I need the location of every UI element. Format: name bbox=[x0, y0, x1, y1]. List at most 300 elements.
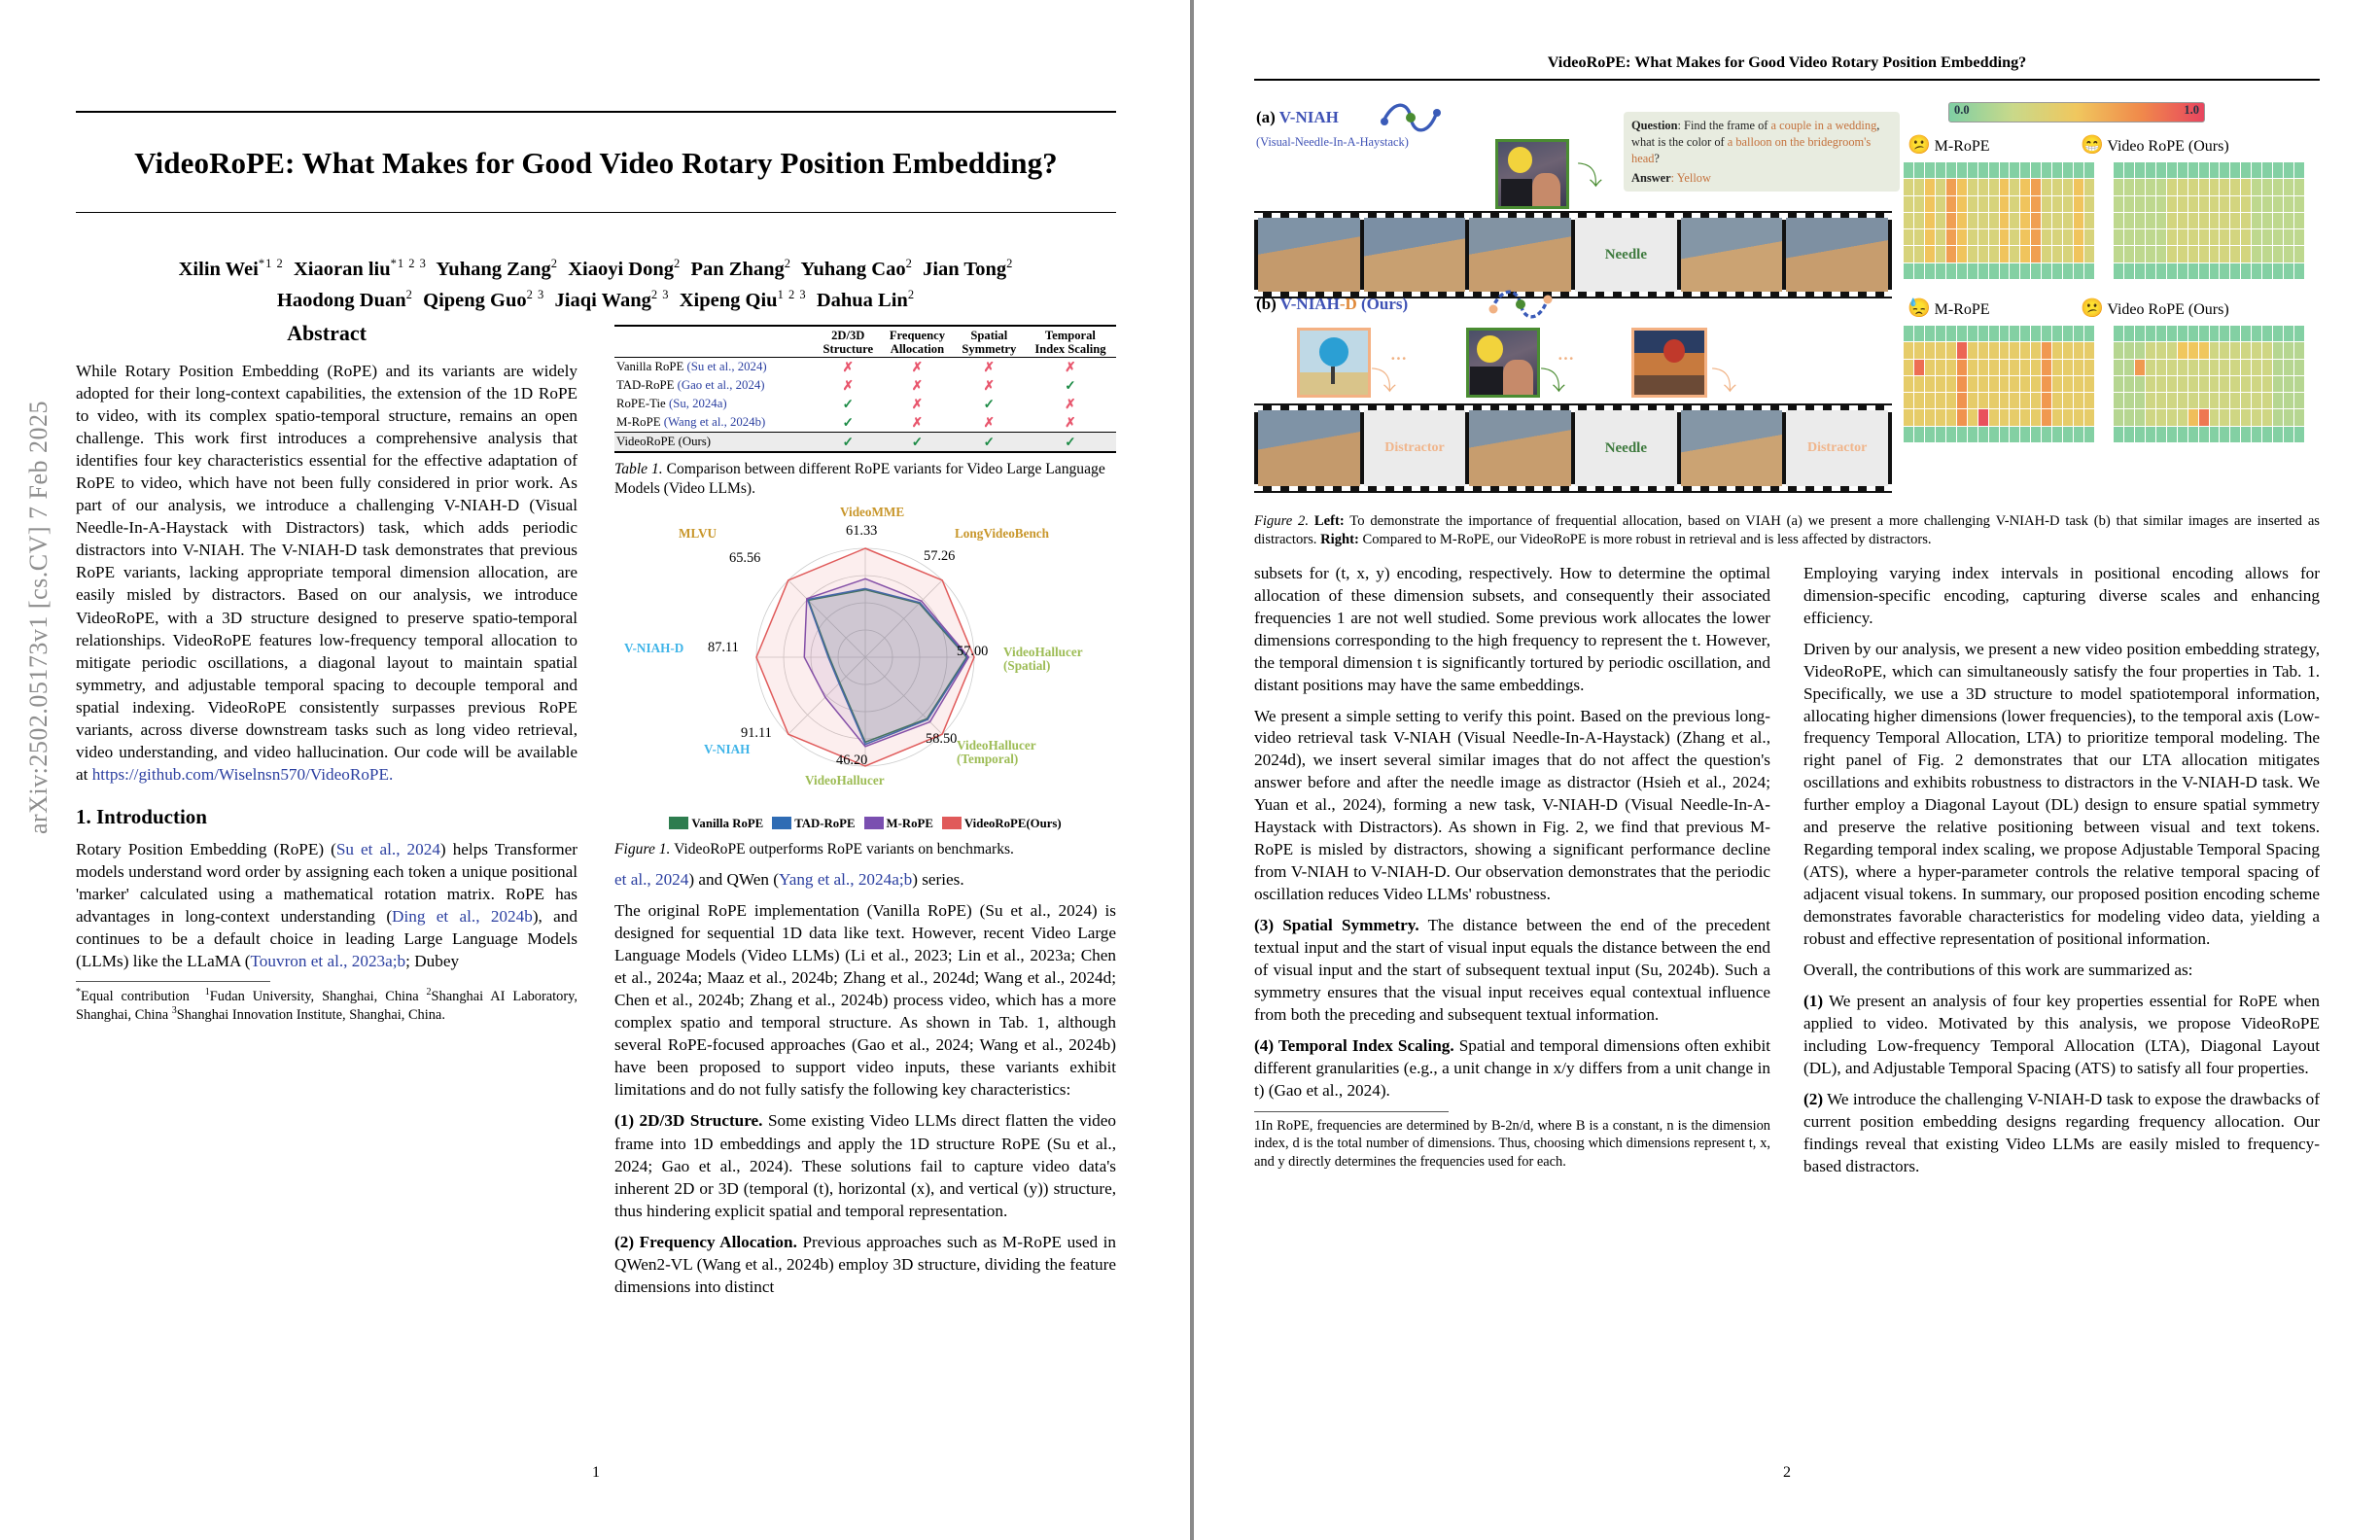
radar-axis-label: V-NIAH bbox=[704, 741, 751, 756]
heatmap-cell bbox=[2294, 326, 2304, 341]
heatmap-cell bbox=[2199, 196, 2209, 212]
heatmap-cell bbox=[2135, 342, 2145, 358]
heatmap-cell bbox=[2273, 196, 2283, 212]
table-cell: ✗ bbox=[983, 414, 995, 430]
authors-line-1: Xilin Wei$^{*1 2}$ Xiaoran liu$^{*1 2 3}$ Yuhang Zang$^2$ Xiaoyi Dong$^2$ Pan Zhang$^2$ Yuhang Cao$^2$ Jian Tong$^2$ bbox=[178, 257, 1014, 280]
heatmap-cell bbox=[2188, 360, 2198, 375]
heatmap-a-mrope bbox=[1904, 162, 2094, 279]
heatmap-cell bbox=[1968, 229, 1978, 245]
heatmap-cell bbox=[2262, 427, 2272, 442]
table-row-ours bbox=[614, 433, 1116, 453]
heatmap-cell bbox=[2031, 229, 2041, 245]
table-row-label: VideoRoPE (Ours) bbox=[616, 435, 711, 449]
figure2-b-label bbox=[1256, 295, 1408, 314]
heatmap-cell bbox=[2294, 196, 2304, 212]
heatmap-cell bbox=[2084, 427, 2094, 442]
table-bottom-rule bbox=[614, 452, 1116, 453]
heatmap-cell bbox=[2167, 246, 2177, 262]
radar-axis-label: MLVU bbox=[679, 525, 718, 541]
r-col2-p1: Employing varying index intervals in positional encoding allows for dimension-specific encoding, capturing diverse scales and enhancing efficiency. bbox=[1803, 563, 2320, 627]
heatmap-cell bbox=[2178, 229, 2188, 245]
r-col2-p4-body: We present an analysis of four key properties essential for RoPE when applied to video. Motivated by this analysis, we propose VideoRoPE including Low-frequency Temporal Allocation (LTA), Diagonal Layout (DL), and Adjustable Temporal Spacing (ATS) to satisfy all four properties. bbox=[1803, 991, 2320, 1077]
table-cell: ✗ bbox=[1065, 359, 1076, 374]
heatmap-cell bbox=[2124, 393, 2134, 408]
heatmap-cell bbox=[2031, 360, 2041, 375]
heatmap-cell bbox=[1978, 326, 1988, 341]
heatmap-b-right-title bbox=[2081, 297, 2229, 320]
heatmap-cell bbox=[2146, 246, 2155, 262]
heatmap-cell bbox=[1978, 229, 1988, 245]
heatmap-cell bbox=[2146, 213, 2155, 228]
heatmap-cell bbox=[2063, 326, 2073, 341]
heatmap-cell bbox=[2167, 360, 2177, 375]
cite-yang-2024[interactable]: Yang et al., 2024a;b bbox=[779, 869, 913, 889]
heatmap-cell bbox=[1914, 229, 1924, 245]
heatmap-cell bbox=[2252, 246, 2261, 262]
heatmap-cell bbox=[2220, 179, 2229, 194]
right-page-content bbox=[1254, 0, 2320, 1540]
heatmap-cell bbox=[2000, 427, 2010, 442]
heatmap-cell bbox=[1968, 376, 1978, 392]
running-head: VideoRoPE: What Makes for Good Video Rotary Position Embedding? bbox=[1547, 53, 2027, 71]
col2-line1: Spatial bbox=[970, 328, 1008, 342]
heatmap-cell bbox=[2031, 409, 2041, 425]
heatmap-cell bbox=[2000, 179, 2010, 194]
heatmap-cell bbox=[2220, 196, 2229, 212]
heatmap-cell bbox=[1946, 342, 1956, 358]
heatmap-cell bbox=[2042, 393, 2051, 408]
citation-su-2024[interactable]: Su et al., 2024 bbox=[335, 839, 440, 858]
page-right bbox=[1194, 0, 2380, 1540]
orange-arrow-1: ⤵ bbox=[1371, 368, 1397, 396]
heatmap-cell bbox=[2294, 376, 2304, 392]
heatmap-cell bbox=[2156, 376, 2166, 392]
heatmap-cell bbox=[2074, 246, 2083, 262]
heatmap-cell bbox=[1904, 376, 1913, 392]
radar-axis-value: 87.11 bbox=[708, 639, 739, 655]
abstract-url[interactable]: https://github.com/Wiselnsn570/VideoRoPE. bbox=[91, 764, 394, 784]
heatmap-cell bbox=[2210, 409, 2220, 425]
right-column-1 bbox=[1254, 563, 1770, 1187]
figure-1-radar-chart bbox=[614, 504, 1116, 819]
heatmap-cell bbox=[2000, 263, 2010, 279]
heatmap-cell bbox=[1968, 179, 1978, 194]
heatmap-a-right-title bbox=[2081, 133, 2229, 157]
title-rule-bottom bbox=[76, 212, 1116, 213]
heatmap-cell bbox=[2084, 179, 2094, 194]
heatmap-cell bbox=[1904, 393, 1913, 408]
heatmap-cell bbox=[2146, 162, 2155, 178]
heatmap-cell bbox=[1957, 229, 1967, 245]
heatmap-cell bbox=[1904, 179, 1913, 194]
table-cell: ✓ bbox=[842, 414, 854, 430]
panel-b-left-label: M-RoPE bbox=[1934, 301, 1990, 318]
heatmap-cell bbox=[2146, 360, 2155, 375]
table-row-label: Vanilla RoPE (Su et al., 2024) bbox=[616, 360, 767, 374]
left-page-content bbox=[76, 0, 1116, 1540]
r-col2-p2: Driven by our analysis, we present a new video position embedding strategy, VideoRoPE, which can simultaneously satisfy the four properties in Tab. 1. Specifically, we use a 3D structure to model spatiotemporal information, allocating higher dimensions (lower frequencies), to the temporal axis (Low-frequency Temporal Allocation, LTA) to prioritize temporal modeling. The right panel of Fig. 2 demonstrates that our LTA allocation mitigates oscillations and exhibits robustness to distractors in the V-NIAH-D task. We further employ a Diagonal Layout (DL) design to ensure spatial symmetry and preserve the relative positioning between visual and text tokens. Regarding temporal index scaling, we propose Adjustable Temporal Spacing (ATS), where a hyper-parameter controls the relative temporal spacing of adjacent visual tokens. In summary, our proposed position encoding scheme demonstrates favorable characteristics for modeling video data, yielding a robust and effective representation of positional information. bbox=[1803, 639, 2320, 949]
heatmap-cell bbox=[2031, 162, 2041, 178]
film-frame bbox=[1258, 218, 1360, 292]
question-highlight-2: a balloon on the bridegroom's head bbox=[1631, 134, 1872, 165]
heatmap-cell bbox=[1914, 196, 1924, 212]
heatmap-cell bbox=[2124, 179, 2134, 194]
heatmap-cell bbox=[1936, 326, 1945, 341]
heatmap-cell bbox=[2284, 229, 2293, 245]
heatmap-cell bbox=[2114, 196, 2123, 212]
heatmap-cell bbox=[2052, 427, 2062, 442]
heatmap-cell bbox=[2146, 196, 2155, 212]
table-cell: ✓ bbox=[983, 396, 995, 411]
ellipsis-2: ··· bbox=[1558, 349, 1575, 368]
heatmap-cell bbox=[1936, 246, 1945, 262]
sweat-face-icon: 😓 bbox=[1908, 298, 1931, 319]
needle-frame-a: Needle bbox=[1575, 218, 1677, 292]
abstract-body: While Rotary Position Embedding (RoPE) and its variants are widely adopted for their long-context capabilities, the extension of the 1D RoPE to video, with its complex spatio-temporal structure, remains an open challenge. This work first introduces a comprehensive analysis that identifies four key characteristics essential for the effective adaptation of RoPE to video, which have not been fully considered in prior work. As part of our analysis, we introduce a challenging V-NIAH-D (Visual Needle-In-A-Haystack with Distractors) task, which adds periodic distractors into V-NIAH. The V-NIAH-D task demonstrates that previous RoPE variants, lacking appropriate temporal dimension allocation, are easily misled by distractors. Based on our analysis, we introduce VideoRoPE, with a 3D structure designed to preserve spatio-temporal relationships. VideoRoPE features low-frequency temporal allocation to mitigate periodic oscillations, a diagonal layout to maintain spatial symmetry, and adjustable temporal spacing to decouple temporal and spatial indexing. VideoRoPE consistently surpasses previous RoPE variants, across diverse downstream tasks such as long video retrieval, video understanding, and video hallucination. Our code will be available at bbox=[76, 362, 578, 784]
heatmap-cell bbox=[1925, 179, 1935, 194]
heatmap-cell bbox=[1925, 162, 1935, 178]
heatmap-cell bbox=[2063, 179, 2073, 194]
col3-line2: Index Scaling bbox=[1034, 341, 1106, 356]
radar-axis-label: VideoHallucer bbox=[805, 772, 885, 788]
heatmap-cell bbox=[2210, 326, 2220, 341]
heatmap-cell bbox=[2000, 393, 2010, 408]
heatmap-cell bbox=[2167, 213, 2177, 228]
heatmap-cell bbox=[2273, 342, 2283, 358]
heatmap-cell bbox=[1968, 409, 1978, 425]
col2-paragraph-3 bbox=[614, 1231, 1116, 1298]
table-cell: ✗ bbox=[1065, 414, 1076, 430]
table-cell: ✓ bbox=[1065, 434, 1076, 449]
intro-p1-b: ) helps Transformer models understand word order by assigning each token a unique positional 'marker' calculated using a mathematical rotation matrix. RoPE has advantages in long-context understanding ( bbox=[76, 839, 578, 927]
heatmap-cell bbox=[2114, 376, 2123, 392]
heatmap-cell bbox=[2241, 179, 2251, 194]
heatmap-cell bbox=[2074, 213, 2083, 228]
distractor-frame-1: Distractor bbox=[1364, 410, 1466, 486]
heatmap-cell bbox=[2135, 162, 2145, 178]
rope-comparison-table bbox=[614, 325, 1116, 453]
right-footnote-divider bbox=[1254, 1111, 1449, 1112]
heatmap-cell bbox=[1904, 162, 1913, 178]
heatmap-cell bbox=[2063, 213, 2073, 228]
heatmap-cell bbox=[2052, 213, 2062, 228]
heatmap-cell bbox=[2230, 229, 2240, 245]
heatmap-cell bbox=[2220, 409, 2229, 425]
heatmap-a-videorope bbox=[2114, 162, 2304, 279]
heatmap-cell bbox=[2284, 162, 2293, 178]
film-frame bbox=[1364, 218, 1466, 292]
legend-item: Vanilla RoPE bbox=[669, 817, 763, 831]
legend-item: M-RoPE bbox=[864, 817, 933, 831]
heatmap-cell bbox=[1978, 162, 1988, 178]
section-heading-introduction: 1. Introduction bbox=[76, 804, 207, 828]
heatmap-cell bbox=[2031, 326, 2041, 341]
heatmap-cell bbox=[2010, 213, 2019, 228]
table-body bbox=[614, 358, 1116, 454]
green-arrow-a: ⤵ bbox=[1577, 162, 1603, 191]
heatmap-cell bbox=[2178, 162, 2188, 178]
colorbar-max-label: 1.0 bbox=[2184, 103, 2199, 117]
heatmap-cell bbox=[2188, 409, 2198, 425]
heatmap-cell bbox=[1925, 229, 1935, 245]
heatmap-cell bbox=[2156, 196, 2166, 212]
heatmap-cell bbox=[1904, 246, 1913, 262]
sine-wave-icon-a bbox=[1379, 102, 1443, 133]
r-col1-p4 bbox=[1254, 1035, 1770, 1102]
heatmap-cell bbox=[2273, 229, 2283, 245]
heatmap-cell bbox=[2294, 229, 2304, 245]
heatmap-cell bbox=[2294, 409, 2304, 425]
heatmap-cell bbox=[1989, 326, 1999, 341]
heatmap-cell bbox=[2124, 376, 2134, 392]
b-title-2: -D bbox=[1339, 295, 1357, 313]
heatmap-cell bbox=[2052, 360, 2062, 375]
heatmap-cell bbox=[1957, 213, 1967, 228]
heatmap-cell bbox=[2294, 179, 2304, 194]
heatmap-cell bbox=[2220, 376, 2229, 392]
intro-p1-a: Rotary Position Embedding (RoPE) ( bbox=[76, 839, 336, 858]
heatmap-cell bbox=[2210, 213, 2220, 228]
heatmap-cell bbox=[1989, 213, 1999, 228]
heatmap-cell bbox=[1957, 393, 1967, 408]
heatmap-cell bbox=[1978, 246, 1988, 262]
figure1-caption-prefix: Figure 1. bbox=[614, 840, 671, 858]
heatmap-cell bbox=[1957, 246, 1967, 262]
heatmap-cell bbox=[1914, 342, 1924, 358]
heatmap-cell bbox=[2252, 376, 2261, 392]
heatmap-cell bbox=[2114, 342, 2123, 358]
col2-paragraph-0 bbox=[614, 868, 1116, 891]
heatmap-cell bbox=[1989, 342, 1999, 358]
heatmap-cell bbox=[2042, 409, 2051, 425]
heatmap-cell bbox=[2188, 263, 2198, 279]
heatmap-cell bbox=[1989, 179, 1999, 194]
heatmap-cell bbox=[2262, 162, 2272, 178]
heatmap-cell bbox=[2178, 246, 2188, 262]
figure-1-caption bbox=[614, 840, 1116, 859]
heatmap-cell bbox=[2074, 263, 2083, 279]
heatmap-cell bbox=[2000, 246, 2010, 262]
heatmap-cell bbox=[2230, 342, 2240, 358]
heatmap-cell bbox=[2199, 376, 2209, 392]
citation-ding-2024b[interactable]: Ding et al., 2024b bbox=[392, 907, 533, 927]
heatmap-cell bbox=[2010, 393, 2019, 408]
heatmap-cell bbox=[2052, 229, 2062, 245]
heatmap-cell bbox=[1946, 263, 1956, 279]
heatmap-cell bbox=[2273, 360, 2283, 375]
heatmap-cell bbox=[1957, 342, 1967, 358]
heatmap-cell bbox=[1925, 409, 1935, 425]
heatmap-cell bbox=[2031, 179, 2041, 194]
fig2-right-label: Right: bbox=[1316, 532, 1359, 548]
heatmap-cell bbox=[1968, 342, 1978, 358]
heatmap-cell bbox=[2273, 409, 2283, 425]
heatmap-cell bbox=[2084, 213, 2094, 228]
needle-frame-b: Needle bbox=[1575, 410, 1677, 486]
heatmap-cell bbox=[1978, 196, 1988, 212]
footnote-divider bbox=[76, 981, 270, 982]
heatmap-cell bbox=[2124, 326, 2134, 341]
heatmap-cell bbox=[2262, 179, 2272, 194]
heatmap-cell bbox=[2010, 162, 2019, 178]
heatmap-cell bbox=[2178, 196, 2188, 212]
heatmap-cell bbox=[2020, 326, 2030, 341]
heatmap-cell bbox=[2188, 213, 2198, 228]
heatmap-cell bbox=[2010, 179, 2019, 194]
heatmap-cell bbox=[2135, 229, 2145, 245]
heatmap-cell bbox=[2074, 162, 2083, 178]
heatmap-cell bbox=[2210, 246, 2220, 262]
a-tag: (a) bbox=[1256, 108, 1276, 126]
heatmap-cell bbox=[2178, 342, 2188, 358]
heatmap-cell bbox=[1978, 263, 1988, 279]
r-col2-p3: Overall, the contributions of this work are summarized as: bbox=[1803, 961, 2193, 980]
heatmap-cell bbox=[2178, 409, 2188, 425]
intro-paragraph-1 bbox=[76, 838, 578, 972]
table-cell: ✗ bbox=[911, 359, 924, 374]
table-caption-text: Comparison between different RoPE variants for Video Large Language Models (Video LLMs). bbox=[614, 461, 1105, 498]
heatmap-cell bbox=[2042, 229, 2051, 245]
citation-touvron[interactable]: Touvron et al., 2023a;b bbox=[250, 952, 406, 971]
heatmap-cell bbox=[2199, 326, 2209, 341]
heatmap-cell bbox=[1978, 342, 1988, 358]
b-tag: (b) bbox=[1256, 295, 1277, 313]
r-col1-p4-head: (4) Temporal Index Scaling. bbox=[1254, 1035, 1454, 1055]
heatmap-cell bbox=[1968, 246, 1978, 262]
heatmap-cell bbox=[2146, 326, 2155, 341]
heatmap-cell bbox=[1989, 196, 1999, 212]
heatmap-cell bbox=[2188, 246, 2198, 262]
table-header-col-2 bbox=[954, 326, 1025, 358]
heatmap-cell bbox=[1989, 376, 1999, 392]
heatmap-cell bbox=[2052, 263, 2062, 279]
heatmap-cell bbox=[1946, 229, 1956, 245]
heatmap-cell bbox=[2210, 360, 2220, 375]
heatmap-cell bbox=[2156, 179, 2166, 194]
heatmap-cell bbox=[2262, 326, 2272, 341]
heatmap-cell bbox=[2074, 376, 2083, 392]
heatmap-cell bbox=[2156, 393, 2166, 408]
heatmap-cell bbox=[2167, 162, 2177, 178]
heatmap-cell bbox=[2000, 342, 2010, 358]
heatmap-cell bbox=[2063, 427, 2073, 442]
heatmap-cell bbox=[1946, 213, 1956, 228]
col2-line2: Symmetry bbox=[962, 341, 1017, 356]
heatmap-cell bbox=[1914, 393, 1924, 408]
heatmap-cell bbox=[1936, 263, 1945, 279]
heatmap-cell bbox=[2294, 342, 2304, 358]
heatmap-cell bbox=[2114, 360, 2123, 375]
heatmap-cell bbox=[2294, 263, 2304, 279]
table-cell: ✗ bbox=[983, 377, 995, 393]
panel-a-left-label: M-RoPE bbox=[1934, 138, 1990, 155]
heatmap-cell bbox=[2252, 263, 2261, 279]
heatmap-cell bbox=[2114, 427, 2123, 442]
footnote-affiliations: *Equal contribution $^1$Fudan University, Shanghai, China $^2$Shanghai AI Laboratory, Shanghai, China $^3$Shanghai Innovation Institute, Shanghai, China. bbox=[76, 987, 578, 1024]
heatmap-cell bbox=[2020, 409, 2030, 425]
table-cell: ✓ bbox=[842, 396, 854, 411]
heatmap-cell bbox=[2084, 263, 2094, 279]
heatmap-cell bbox=[2156, 229, 2166, 245]
heatmap-cell bbox=[2220, 427, 2229, 442]
heatmap-a-left-title bbox=[1908, 133, 1990, 157]
heatmap-cell bbox=[2042, 246, 2051, 262]
abstract-heading: Abstract bbox=[287, 321, 367, 345]
heatmap-cell bbox=[1968, 393, 1978, 408]
table-cell: ✗ bbox=[911, 396, 924, 411]
radar-axis-value: 65.56 bbox=[729, 549, 761, 566]
table-cell: ✓ bbox=[983, 434, 995, 449]
heatmap-cell bbox=[2241, 229, 2251, 245]
worried-face-icon: 😕 bbox=[1908, 135, 1931, 156]
radar-axis-label: VideoHallucer (Temporal) bbox=[957, 737, 1036, 766]
r-col2-p5-head: (2) bbox=[1803, 1089, 1824, 1108]
table-caption-prefix: Table 1. bbox=[614, 461, 663, 478]
heatmap-cell bbox=[2156, 263, 2166, 279]
film-strip-a bbox=[1254, 211, 1892, 298]
col3-line1: Temporal bbox=[1044, 328, 1096, 342]
heatmap-cell bbox=[2199, 179, 2209, 194]
intro-p1-d: ; Dubey bbox=[405, 952, 460, 971]
heatmap-cell bbox=[2042, 326, 2051, 341]
heatmap-cell bbox=[2262, 342, 2272, 358]
heatmap-cell bbox=[1978, 360, 1988, 375]
heatmap-cell bbox=[2135, 179, 2145, 194]
right-footnote: 1In RoPE, frequencies are determined by B-2n/d, where B is a constant, n is the dimension index, d is the total number of dimensions. Thus, choosing which dimensions represent t, x, and y directly determines the frequencies used for each. bbox=[1254, 1117, 1770, 1170]
heatmap-cell bbox=[2135, 376, 2145, 392]
cite-et-al-2024[interactable]: et al., 2024 bbox=[614, 869, 689, 889]
heatmap-cell bbox=[2188, 162, 2198, 178]
heatmap-cell bbox=[2294, 213, 2304, 228]
figure2-a-sub: (Visual-Needle-In-A-Haystack) bbox=[1256, 135, 1409, 149]
heatmap-cell bbox=[2020, 376, 2030, 392]
heatmap-cell bbox=[2135, 196, 2145, 212]
heatmap-cell bbox=[2146, 263, 2155, 279]
heatmap-cell bbox=[2074, 326, 2083, 341]
heatmap-cell bbox=[1914, 409, 1924, 425]
heatmap-cell bbox=[2042, 427, 2051, 442]
heatmap-cell bbox=[2031, 376, 2041, 392]
radar-axis-value: 61.33 bbox=[846, 522, 878, 539]
heatmap-cell bbox=[2220, 342, 2229, 358]
heatmap-cell bbox=[1936, 427, 1945, 442]
heatmap-cell bbox=[2020, 263, 2030, 279]
heatmap-cell bbox=[1989, 360, 1999, 375]
heatmap-cell bbox=[2210, 393, 2220, 408]
heatmap-cell bbox=[2000, 409, 2010, 425]
heatmap-cell bbox=[2199, 342, 2209, 358]
heatmap-cell bbox=[1904, 213, 1913, 228]
heatmap-cell bbox=[1914, 326, 1924, 341]
heatmap-cell bbox=[2063, 196, 2073, 212]
heatmap-cell bbox=[2010, 196, 2019, 212]
table-header-col-1 bbox=[881, 326, 954, 358]
heatmap-cell bbox=[2020, 393, 2030, 408]
heatmap-cell bbox=[2010, 342, 2019, 358]
heatmap-cell bbox=[2074, 229, 2083, 245]
heatmap-cell bbox=[2124, 246, 2134, 262]
heatmap-cell bbox=[2167, 196, 2177, 212]
heatmap-cell bbox=[2020, 360, 2030, 375]
table-cell: ✗ bbox=[983, 359, 995, 374]
heatmap-cell bbox=[2074, 427, 2083, 442]
question-line bbox=[1631, 118, 1892, 167]
radar-axis-label: VideoMME bbox=[840, 504, 905, 519]
table-cell: ✗ bbox=[911, 414, 924, 430]
heatmap-cell bbox=[2230, 263, 2240, 279]
heatmap-cell bbox=[2052, 342, 2062, 358]
heatmap-cell bbox=[1968, 263, 1978, 279]
